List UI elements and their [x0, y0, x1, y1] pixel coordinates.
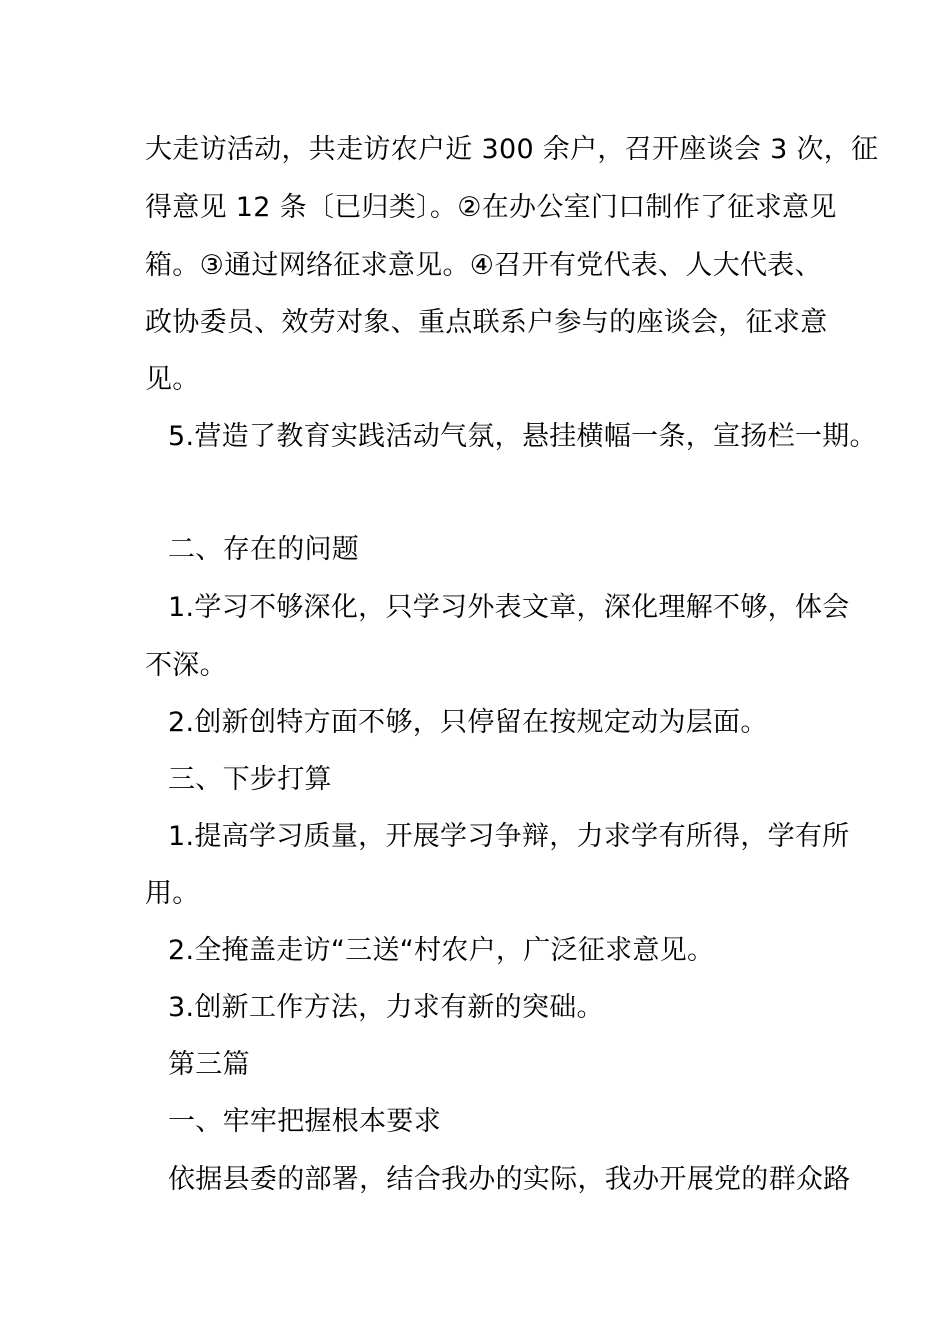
section-heading: 三、下步打算: [168, 764, 332, 795]
paragraph-line: 用。: [145, 878, 200, 909]
list-item: 1.提高学习质量，开展学习争辩，力求学有所得，学有所: [168, 821, 850, 852]
paragraph-line: 箱。③通过网络征求意见。④召开有党代表、人大代表、: [145, 250, 822, 281]
paragraph-line: 见。: [145, 364, 200, 395]
paragraph-line: 政协委员、效劳对象、重点联系户参与的座谈会，征求意: [145, 307, 828, 338]
paragraph-line: 不深。: [145, 650, 227, 681]
list-item: 1.学习不够深化，只学习外表文章，深化理解不够，体会: [168, 592, 850, 623]
paragraph-line: 得意见 12 条〔已归类〕。②在办公室门口制作了征求意见: [145, 192, 837, 223]
section-heading: 一、牢牢把握根本要求: [168, 1106, 441, 1137]
paragraph-line: 大走访活动，共走访农户近 300 余户，召开座谈会 3 次，征: [145, 134, 879, 165]
list-item: 5.营造了教育实践活动气氛，悬挂横幅一条，宣扬栏一期。: [168, 421, 877, 452]
paragraph-line: 依据县委的部署，结合我办的实际，我办开展党的群众路: [168, 1164, 851, 1195]
chapter-heading: 第三篇: [168, 1049, 250, 1080]
list-item: 2.创新创特方面不够，只停留在按规定动为层面。: [168, 707, 768, 738]
list-item: 3.创新工作方法，力求有新的突础。: [168, 992, 604, 1023]
list-item: 2.全掩盖走访“三送“村农户，广泛征求意见。: [168, 935, 715, 966]
section-heading: 二、存在的问题: [168, 534, 360, 565]
